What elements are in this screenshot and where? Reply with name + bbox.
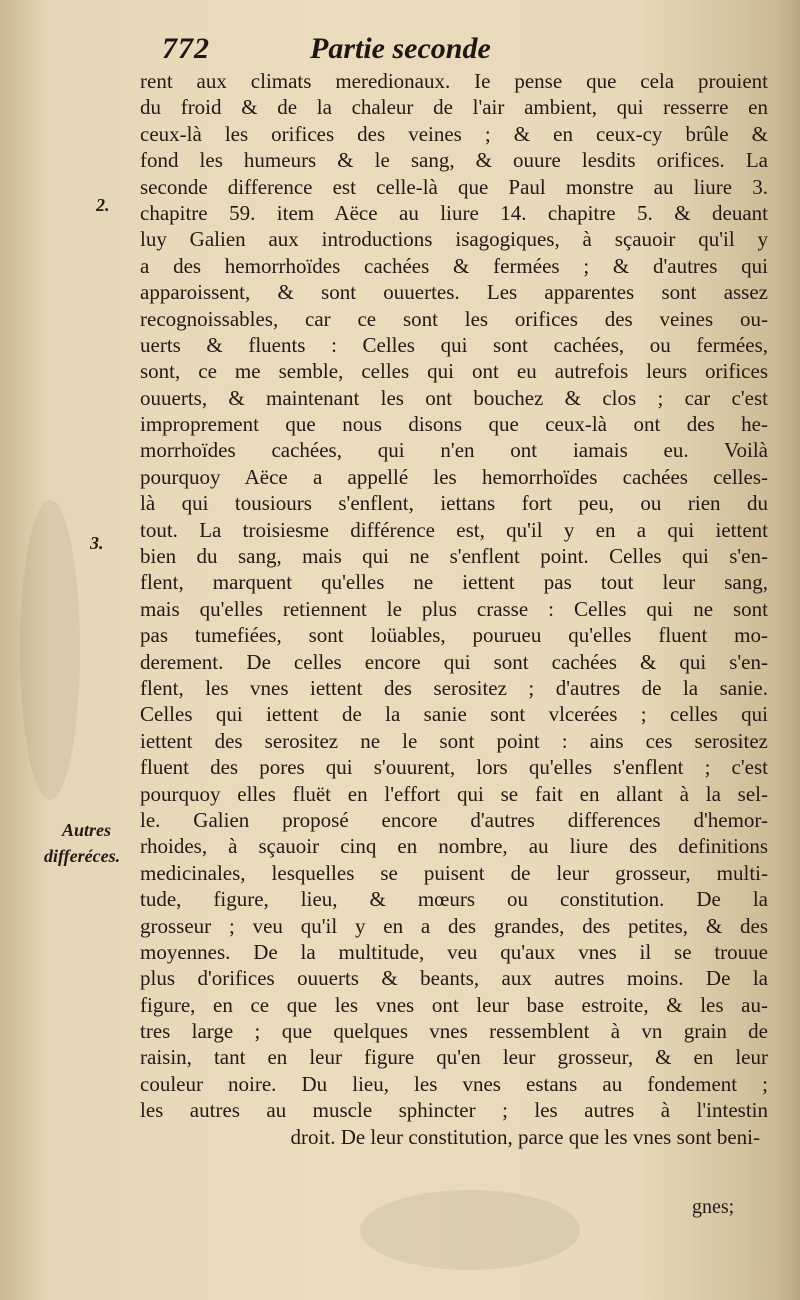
running-header bbox=[162, 32, 722, 72]
text-line: apparoissent, & sont ouuertes. Les apparentes sont assez bbox=[140, 280, 768, 305]
catchword: gnes; bbox=[692, 1196, 735, 1218]
text-line: mais qu'elles retiennent le plus crasse : Celles qui ne sont bbox=[140, 596, 768, 621]
text-line: improprement que nous disons que ceux-là ont des he- bbox=[140, 412, 768, 437]
text-line: droit. De leur constitution, parce que les vnes sont beni- bbox=[290, 1124, 760, 1149]
margin-number-2: 2. bbox=[96, 195, 110, 215]
text-line: recognoissables, car ce sont les orifices des veines ou- bbox=[140, 306, 768, 331]
text-line: plus d'orifices ouuerts & beants, aux autres moins. De la bbox=[140, 966, 768, 991]
margin-note-differences: differéces. bbox=[44, 846, 121, 866]
running-title: Partie seconde bbox=[310, 32, 491, 65]
text-line: pourquoy Aëce a appellé les hemorrhoïdes cachées celles- bbox=[140, 464, 768, 489]
text-line: grosseur ; veu qu'il y en a des grandes, des petites, & des bbox=[140, 913, 768, 938]
text-line: bien du sang, mais qui ne s'enflent point. Celles qui s'en- bbox=[140, 544, 768, 569]
text-line: Celles qui iettent de la sanie sont vlcerées ; celles qui bbox=[140, 702, 768, 727]
text-line: du froid & de la chaleur de l'air ambient, qui resserre en bbox=[140, 95, 768, 120]
page-number: 772 bbox=[162, 32, 210, 65]
text-line: tude, figure, lieu, & mœurs ou constitution. De la bbox=[140, 887, 768, 912]
text-line: seconde difference est celle-là que Paul monstre au liure 3. bbox=[140, 174, 768, 199]
text-line: chapitre 59. item Aëce au liure 14. chapitre 5. & deuant bbox=[140, 200, 768, 225]
margin-number-3: 3. bbox=[90, 533, 104, 553]
text-line: pourquoy elles fluët en l'effort qui se fait en allant à la sel- bbox=[140, 781, 768, 806]
text-line: medicinales, lesquelles se puisent de leur grosseur, multi- bbox=[140, 860, 768, 885]
text-line: flent, marquent qu'elles ne iettent pas tout leur sang, bbox=[140, 570, 768, 595]
text-line: morrhoïdes cachées, qui n'en ont iamais eu. Voilà bbox=[140, 438, 768, 463]
text-line: le. Galien proposé encore d'autres differences d'hemor- bbox=[140, 807, 768, 832]
text-line: fluent des pores qui s'ouurent, lors qu'elles s'enflent ; c'est bbox=[140, 755, 768, 780]
text-line: sont, ce me semble, celles qui ont eu autrefois leurs orifices bbox=[140, 359, 768, 384]
text-line: pas tumefiées, sont loüables, pourueu qu'elles fluent mo- bbox=[140, 623, 768, 648]
text-line: ceux-là les orifices des veines ; & en ceux-cy brûle & bbox=[140, 121, 768, 146]
text-line: figure, en ce que les vnes ont leur base estroite, & les au- bbox=[140, 992, 768, 1017]
text-line: derement. De celles encore qui sont cachées & qui s'en- bbox=[140, 649, 768, 674]
text-line: raisin, tant en leur figure qu'en leur grosseur, & en leur bbox=[140, 1045, 768, 1070]
text-line: rhoides, à sçauoir cinq en nombre, au liure des definitions bbox=[140, 834, 768, 859]
text-line: moyennes. De la multitude, veu qu'aux vnes il se trouue bbox=[140, 939, 768, 964]
paper-shadow bbox=[20, 500, 80, 800]
text-line: les autres au muscle sphincter ; les autres à l'intestin bbox=[140, 1098, 768, 1123]
text-line: tres large ; que quelques vnes ressemblent à vn grain de bbox=[140, 1019, 768, 1044]
text-line: luy Galien aux introductions isagogiques, à sçauoir qu'il y bbox=[140, 227, 768, 252]
text-line: uerts & fluents : Celles qui sont cachées, ou fermées, bbox=[140, 332, 768, 357]
text-line: flent, les vnes iettent des serositez ; d'autres de la sanie. bbox=[140, 675, 768, 700]
text-line: rent aux climats meredionaux. Ie pense que cela prouient bbox=[140, 69, 768, 93]
margin-note-autres: Autres bbox=[62, 820, 112, 840]
body-text bbox=[140, 68, 768, 1150]
text-line: a des hemorrhoïdes cachées & fermées ; & d'autres qui bbox=[140, 253, 768, 278]
text-line: iettent des serositez ne le sont point : ains ces serositez bbox=[140, 728, 768, 753]
text-line: ouuerts, & maintenant les ont bouchez & clos ; car c'est bbox=[140, 385, 768, 410]
paper-stain bbox=[360, 1190, 580, 1270]
text-line: couleur noire. Du lieu, les vnes estans au fondement ; bbox=[140, 1071, 768, 1096]
text-line: fond les humeurs & le sang, & ouure lesdits orifices. La bbox=[140, 148, 768, 173]
text-line: tout. La troisiesme différence est, qu'il y en a qui iettent bbox=[140, 517, 768, 542]
text-line: là qui tousiours s'enflent, iettans fort peu, ou rien du bbox=[140, 491, 768, 516]
